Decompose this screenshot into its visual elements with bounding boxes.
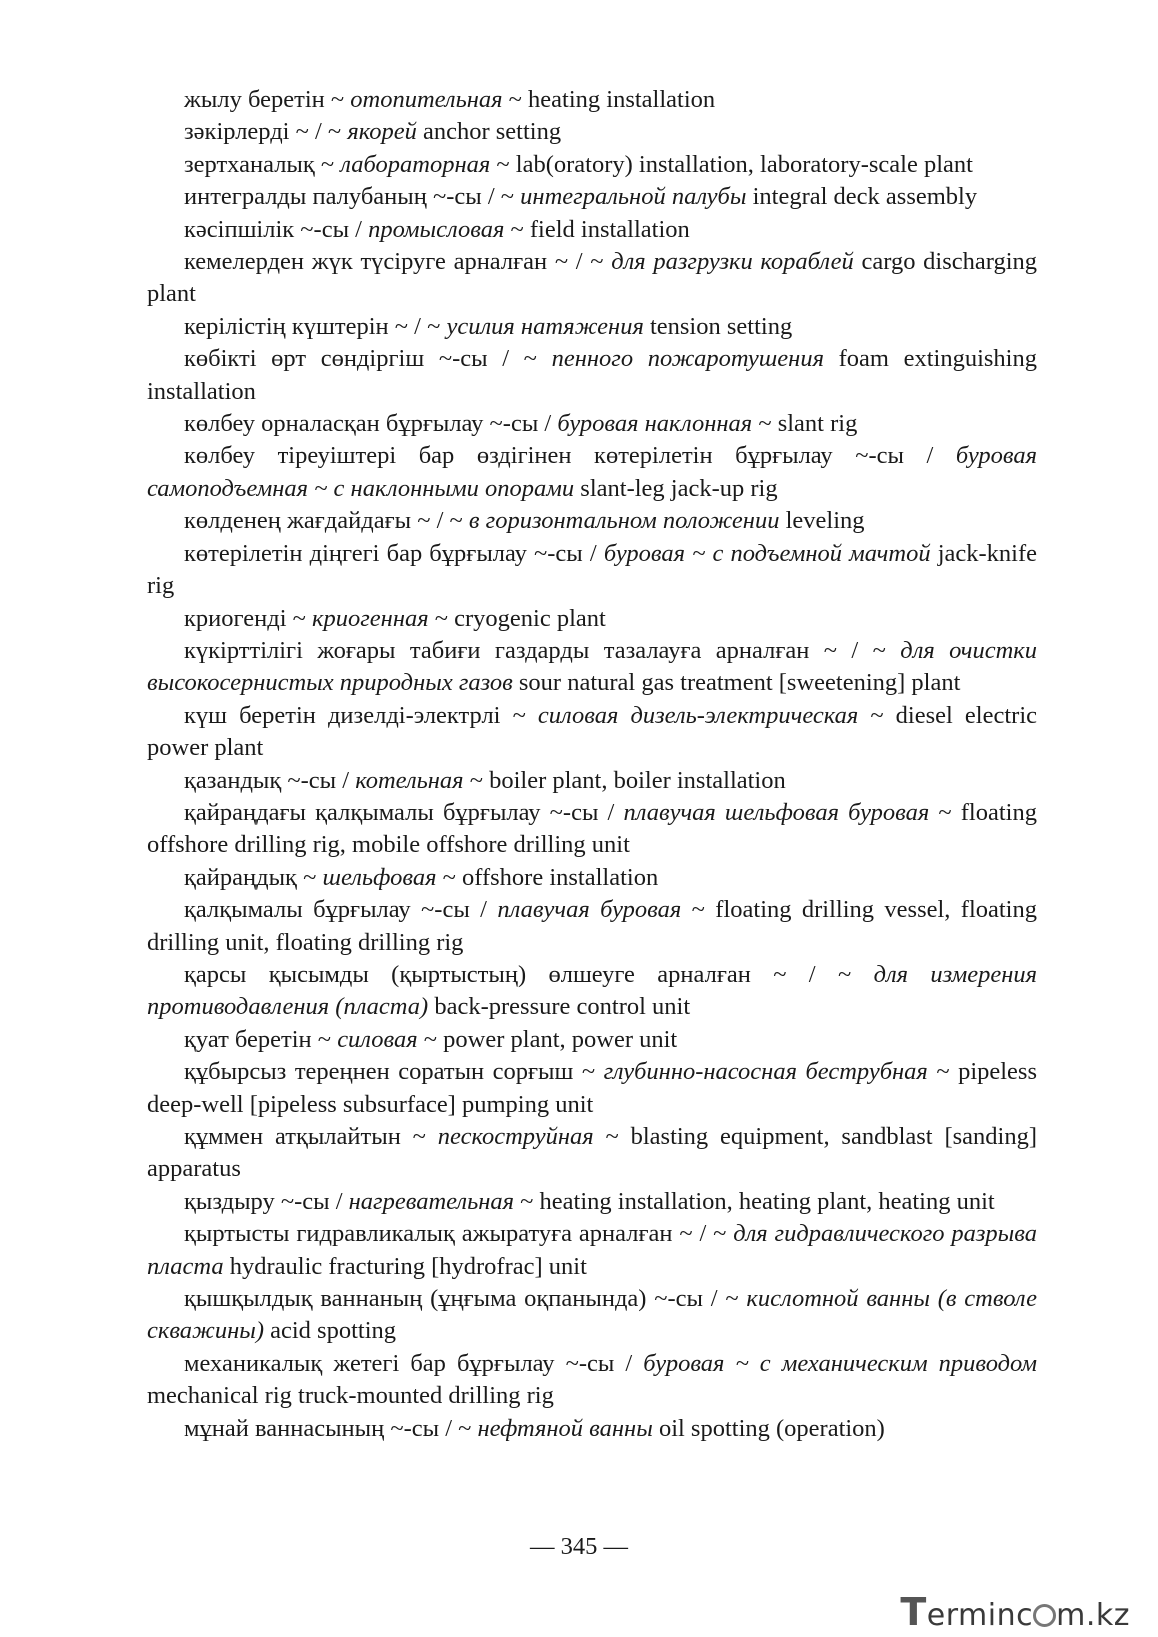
entry-russian: силовая [337, 1025, 418, 1053]
dictionary-entry [147, 440, 1037, 505]
entry-russian: для измерения противодавления (пласта) [147, 960, 1038, 1021]
entry-russian: кислотной ванны (в стволе скважины) [147, 1285, 1037, 1345]
entry-russian: плавучая шельфовая буровая [623, 798, 930, 826]
entry-kazakh: қайраңдық ~ [184, 863, 323, 891]
entry-kazakh: мұнай ваннасының ~-сы / ~ [184, 1414, 478, 1442]
entry-russian: буровая ~ с механическим приводом [643, 1349, 1037, 1377]
entry-kazakh: криогенді ~ [184, 604, 313, 632]
entry-english: integral deck assembly [746, 183, 978, 211]
entry-english: ~ diesel electric power plant [147, 701, 1037, 762]
entry-kazakh: жылу беретін ~ [184, 86, 351, 113]
dictionary-entry [147, 1413, 1037, 1445]
entry-kazakh: көлбеу орналасқан бұрғылау ~-сы / [184, 410, 558, 438]
entry-russian: пескоструйная [437, 1123, 594, 1150]
dictionary-entry [147, 311, 1037, 343]
entry-english: ~ offshore installation [436, 863, 659, 891]
entry-english: ~ heating installation [502, 86, 716, 113]
dictionary-entry [147, 1218, 1037, 1283]
entry-kazakh: кәсіпшілік ~-сы / [184, 215, 369, 243]
entry-english: foam extinguishing installation [147, 345, 1037, 405]
entry-english: leveling [779, 507, 865, 535]
dictionary-entry [147, 408, 1037, 440]
dictionary-entry [147, 635, 1037, 700]
entry-kazakh: зәкірлерді ~ / ~ [184, 118, 348, 146]
entry-english: ~ floating offshore drilling rig, mobile offshore drilling unit [147, 798, 1037, 859]
entry-kazakh: құбырсыз тереңнен соратын сорғыш ~ [184, 1058, 604, 1086]
entry-kazakh: қышқылдық ваннаның (ұңғыма оқпанында) ~-сы / ~ [184, 1285, 747, 1313]
entry-kazakh: қыздыру ~-сы / [184, 1187, 349, 1215]
entry-english: ~ cryogenic plant [428, 604, 606, 632]
dictionary-entry [147, 538, 1037, 603]
dictionary-entry [147, 700, 1037, 765]
dictionary-entry [147, 1121, 1037, 1186]
entry-kazakh: механикалық жетегі бар бұрғылау ~-сы / [184, 1349, 644, 1377]
entry-kazakh: қуат беретін ~ [184, 1025, 338, 1053]
dictionary-entry [147, 1186, 1037, 1218]
entry-russian: нефтяной ванны [477, 1414, 653, 1442]
entry-kazakh: күш беретін дизелді-электрлі ~ [184, 701, 538, 729]
entry-english: ~ slant rig [752, 410, 858, 438]
entry-russian: отопительная [350, 86, 503, 113]
dictionary-entry [147, 505, 1037, 537]
dictionary-entry [147, 1056, 1037, 1121]
entry-english: hydraulic fracturing [hydrofrac] unit [223, 1252, 587, 1280]
dictionary-entry [147, 84, 1037, 116]
dictionary-page [147, 84, 1037, 1445]
entry-kazakh: қыртысты гидравликалық ажыратуға арналған ~ / ~ [184, 1220, 734, 1248]
entry-english: back-pressure control unit [428, 993, 691, 1021]
dictionary-entry [147, 246, 1037, 311]
entry-russian: усилия натяжения [446, 312, 644, 340]
entry-english: slant-leg jack-up rig [574, 474, 778, 502]
entry-kazakh: зертханалық ~ [184, 150, 341, 178]
dictionary-entry [147, 894, 1037, 959]
dictionary-entry [147, 959, 1037, 1024]
logo-text-mid: erminc [926, 1598, 1034, 1633]
entry-russian: промысловая [368, 215, 505, 243]
dictionary-entry [147, 214, 1037, 246]
dictionary-entry [147, 116, 1037, 148]
entry-english: cargo discharging plant [147, 248, 1038, 308]
entry-english: ~ blasting equipment, sandblast [sanding] apparatus [147, 1123, 1038, 1183]
entry-english: ~ boiler plant, boiler installation [463, 766, 786, 794]
entry-kazakh: көбікті өрт сөндіргіш ~-сы / ~ [184, 345, 552, 373]
entry-kazakh: қазандық ~-сы / [184, 766, 356, 794]
entry-english: tension setting [643, 312, 793, 340]
entry-kazakh: керілістің күштерін ~ / ~ [184, 312, 447, 340]
entry-russian: буровая ~ с подъемной мачтой [603, 539, 931, 567]
logo-text-end: m.kz [1056, 1598, 1130, 1633]
entry-kazakh: көтерілетін діңгегі бар бұрғылау ~-сы / [184, 539, 604, 567]
entry-russian: для очистки высокосернистых природных газов [147, 636, 1037, 697]
entry-kazakh: күкірттілігі жоғары табиғи газдарды тазалауға арналған ~ / ~ [184, 636, 901, 664]
entry-english: anchor setting [416, 118, 562, 146]
entry-russian: для разгрузки кораблей [611, 248, 854, 276]
magnifier-icon [1033, 1604, 1056, 1627]
entry-english: mechanical rig truck-mounted drilling rig [147, 1382, 554, 1410]
entry-russian: буровая наклонная [557, 410, 753, 438]
entry-russian: лабораторная [340, 150, 491, 178]
entry-russian: силовая дизель-электрическая [537, 701, 859, 729]
dictionary-entry [147, 765, 1037, 797]
dictionary-entry [147, 1283, 1037, 1348]
entry-kazakh: кемелерден жүк түсіруге арналған ~ / ~ [184, 248, 612, 276]
entry-english: oil spotting (operation) [652, 1414, 885, 1442]
page-number: — 345 — [530, 1533, 628, 1560]
dictionary-entry [147, 1024, 1037, 1056]
entry-russian: якорей [347, 118, 417, 146]
dictionary-entry [147, 1348, 1037, 1413]
entry-english: ~ field installation [504, 215, 690, 243]
dictionary-entry [147, 603, 1037, 635]
entry-russian: котельная [355, 766, 464, 794]
entry-english: ~ floating drilling vessel, floating drilling unit, floating drilling rig [147, 896, 1037, 956]
entry-kazakh: қалқымалы бұрғылау ~-сы / [184, 896, 498, 924]
dictionary-entry [147, 149, 1037, 181]
dictionary-entry [147, 181, 1037, 213]
entry-russian: для гидравлического разрыва пласта [147, 1220, 1037, 1280]
entry-english: ~ pipeless deep-well [pipeless subsurface] pumping unit [147, 1058, 1038, 1118]
entry-kazakh: қарсы қысымды (қыртыстың) өлшеуге арналған ~ / ~ [184, 960, 874, 988]
dictionary-entry [147, 862, 1037, 894]
entry-kazakh: құммен атқылайтын ~ [184, 1123, 438, 1150]
entry-english: sour natural gas treatment [sweetening] plant [512, 669, 961, 697]
entry-kazakh: көлбеу тіреуіштері бар өздігінен көтерілетін бұрғылау ~-сы / [184, 442, 956, 470]
entry-russian: буровая самоподъемная ~ с наклонными опорами [147, 442, 1037, 502]
entry-english: ~ lab(oratory) installation, laboratory-scale plant [490, 150, 973, 178]
entry-english: ~ heating installation, heating plant, heating unit [514, 1187, 995, 1215]
entry-russian: шельфовая [322, 863, 437, 891]
entry-russian: в горизонтальном положении [468, 507, 780, 535]
dictionary-entry [147, 343, 1037, 408]
dictionary-entry [147, 797, 1037, 862]
entry-kazakh: интегралды палубаның ~-сы / ~ [184, 183, 521, 211]
entry-kazakh: қайраңдағы қалқымалы бұрғылау ~-сы / [184, 798, 624, 826]
entry-russian: криогенная [312, 604, 429, 632]
logo-letter-t: T [900, 1590, 927, 1634]
entry-russian: пенного пожаротушения [551, 345, 824, 373]
termincom-logo[interactable] [900, 1590, 1130, 1634]
entry-english: jack-knife rig [147, 539, 1038, 600]
entry-russian: интегральной палубы [520, 183, 747, 211]
entry-russian: глубинно-насосная беструбная [603, 1058, 928, 1086]
entry-english: acid spotting [264, 1317, 397, 1345]
entry-english: ~ power plant, power unit [417, 1025, 678, 1053]
entry-kazakh: көлденең жағдайдағы ~ / ~ [184, 507, 469, 535]
entry-russian: нагревательная [348, 1187, 515, 1215]
entry-russian: плавучая буровая [497, 896, 682, 924]
